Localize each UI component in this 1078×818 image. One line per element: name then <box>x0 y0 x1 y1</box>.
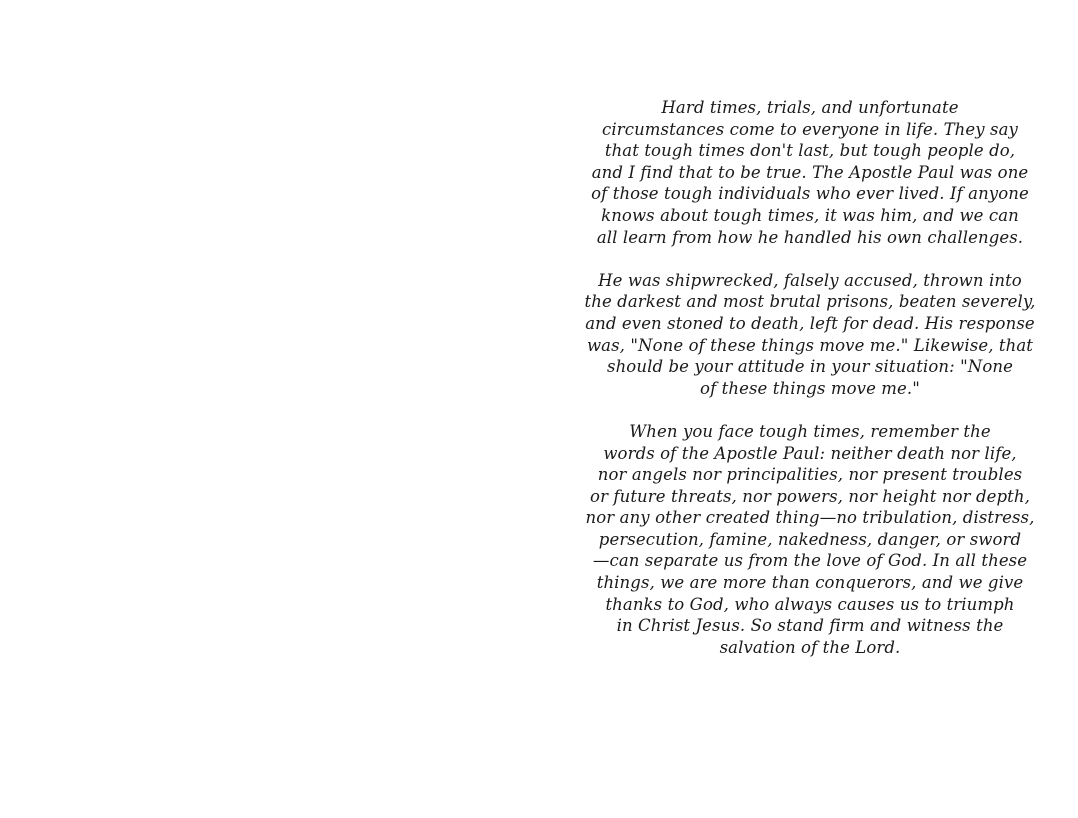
text-line: thanks to God, who always causes us to triumph <box>605 594 1015 614</box>
text-line: When you face tough times, remember the <box>629 421 991 441</box>
text-line: the darkest and most brutal prisons, beaten severely, <box>584 292 1036 312</box>
text-line: of these things move me." <box>700 378 920 398</box>
text-line: Hard times, trials, and unfortunate <box>661 98 959 117</box>
text-line: should be your attitude in your situation: "None <box>607 357 1013 377</box>
text-line: in Christ Jesus. So stand firm and witness the <box>616 616 1004 636</box>
text-line: nor any other created thing—no tribulation, distress, <box>585 508 1035 528</box>
body-text <box>572 97 1048 680</box>
text-line: all learn from how he handled his own challenges. <box>596 227 1024 247</box>
text-line: and even stoned to death, left for dead. His response <box>585 313 1035 333</box>
text-line: circumstances come to everyone in life. They say <box>602 119 1018 139</box>
text-line: or future threats, nor powers, nor height nor depth, <box>590 486 1030 506</box>
text-line: salvation of the Lord. <box>719 637 901 657</box>
paragraph-1 <box>572 97 1048 248</box>
text-line: nor angels nor principalities, nor present troubles <box>597 465 1023 485</box>
text-line: that tough times don't last, but tough people do, <box>604 141 1016 161</box>
paragraph-2 <box>572 270 1048 400</box>
text-line: He was shipwrecked, falsely accused, thrown into <box>598 270 1022 290</box>
text-line: persecution, famine, nakedness, danger, or sword <box>598 529 1022 549</box>
text-line: things, we are more than conquerors, and we give <box>596 573 1024 593</box>
text-line: of those tough individuals who ever lived. If anyone <box>591 184 1029 204</box>
text-line: and I find that to be true. The Apostle Paul was one <box>591 162 1029 182</box>
text-line: —can separate us from the love of God. In all these <box>592 551 1028 571</box>
text-line: knows about tough times, it was him, and we can <box>601 205 1019 225</box>
text-line: was, "None of these things move me." Likewise, that <box>586 335 1034 355</box>
text-line: words of the Apostle Paul: neither death nor life, <box>603 443 1017 463</box>
paragraph-3 <box>572 421 1048 659</box>
